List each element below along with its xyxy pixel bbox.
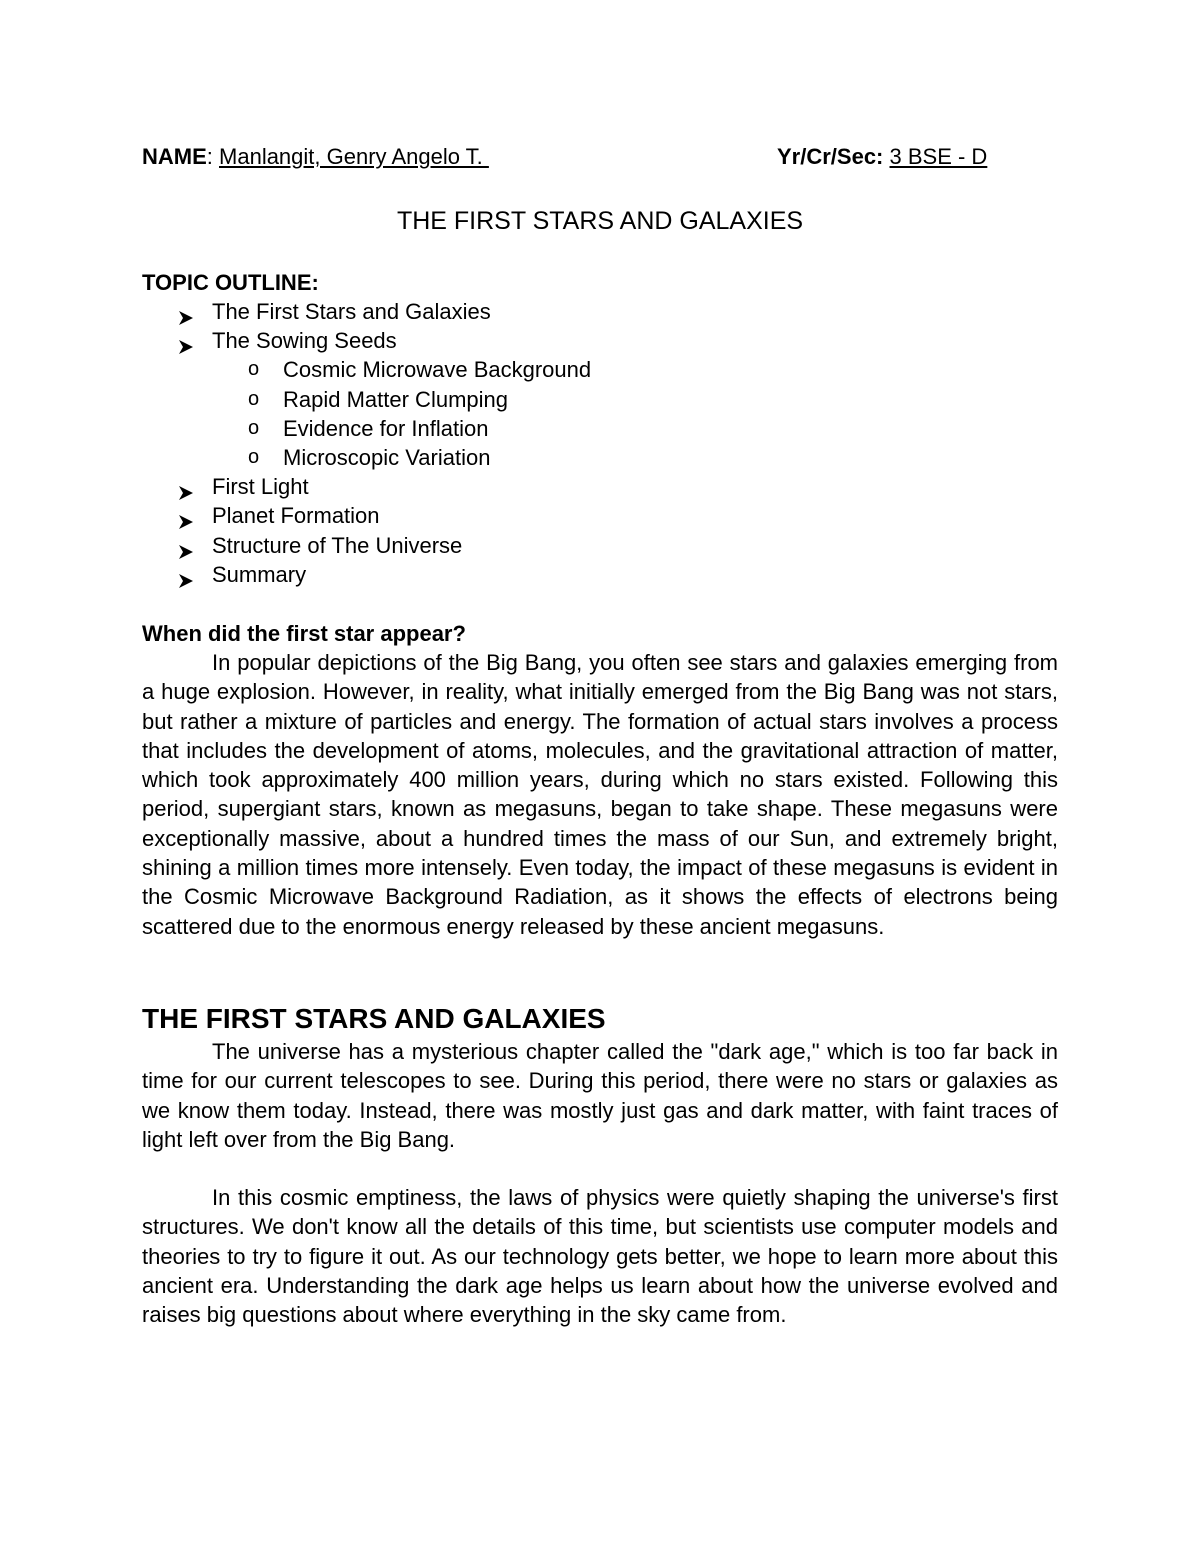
section-value: 3 BSE - D [889, 144, 988, 169]
name-field [142, 142, 489, 172]
outline-item-text: Rapid Matter Clumping [283, 386, 508, 412]
outline-item [142, 414, 1058, 443]
outline-item-text: Cosmic Microwave Background [283, 357, 592, 383]
question-paragraph: In popular depictions of the Big Bang, you often see stars and galaxies emerging from a huge explosion. However, in reality, what initially emerged from the Big Bang was not stars, but rather a mixture of particles and energy. The formation of actual stars involves a process that includes the development of atoms, molecules, and the gravitational attraction of matter, which took approximately 400 million years, during which no stars existed. Following this period, supergiant stars, known as megasuns, began to take shape. These megasuns were exceptionally massive, about a hundred times the mass of our Sun, and extremely bright, shining a million times more intensely. Even today, the impact of these megasuns is evident in the Cosmic Microwave Background Radiation, as it shows the effects of electrons being scattered due to the enormous energy released by these ancient megasuns. [142, 650, 1058, 939]
document-title: THE FIRST STARS AND GALAXIES [396, 207, 804, 235]
outline-item [142, 531, 1058, 560]
outline-item [142, 472, 1058, 501]
circle-bullet-icon: o [248, 416, 260, 439]
circle-bullet-icon: o [248, 445, 260, 468]
arrowhead-bullet-icon [178, 333, 194, 349]
outline-item-text: Evidence for Inflation [283, 415, 489, 441]
section-paragraph-2: In this cosmic emptiness, the laws of physics were quietly shaping the universe's first structures. We don't know all the details of this time, but scientists use computer models and theories to try to figure it out. As our technology gets better, we hope to learn more about this ancient era. Understanding the dark age helps us learn about how the universe evolved and raises big questions about where everything in the sky came from. [142, 1185, 1058, 1328]
student-info-header [142, 142, 1058, 172]
arrowhead-bullet-icon [178, 567, 194, 583]
section-label: Yr/Cr/Sec: [777, 144, 884, 169]
circle-bullet-icon: o [248, 387, 260, 410]
outline-item-text: Microscopic Variation [283, 444, 491, 470]
arrowhead-bullet-icon [178, 479, 194, 495]
section-field [777, 142, 987, 172]
topic-outline-list [142, 297, 1058, 589]
outline-item-text: The First Stars and Galaxies [212, 299, 491, 324]
arrowhead-bullet-icon [178, 538, 194, 554]
outline-item-text: First Light [212, 474, 309, 500]
outline-item-text: Planet Formation [212, 503, 380, 529]
name-value: Manlangit, Genry Angelo T. [219, 144, 489, 169]
question-heading: When did the first star appear? [142, 621, 466, 646]
arrowhead-bullet-icon [178, 508, 194, 524]
topic-outline-heading: TOPIC OUTLINE: [142, 270, 319, 295]
outline-item [142, 443, 1058, 472]
name-separator: : [206, 144, 220, 169]
name-label: NAME [142, 144, 207, 169]
circle-bullet-icon: o [248, 358, 260, 381]
outline-item [142, 326, 1058, 355]
outline-item [142, 385, 1058, 414]
section-heading: THE FIRST STARS AND GALAXIES [142, 1003, 606, 1034]
section-paragraph-1: The universe has a mysterious chapter called the "dark age," which is too far back in time for our current telescopes to see. During this period, there were no stars or galaxies as we know them today. Instead, there was mostly just gas and dark matter, with faint traces of light left over from the Big Bang. [142, 1039, 1058, 1152]
outline-item [142, 297, 1058, 326]
outline-item [142, 355, 1058, 384]
arrowhead-bullet-icon [178, 304, 194, 320]
outline-item [142, 501, 1058, 530]
outline-item [142, 560, 1058, 589]
outline-item-text: Structure of The Universe [212, 532, 463, 558]
outline-item-text: Summary [212, 561, 307, 587]
outline-item-text: The Sowing Seeds [212, 328, 397, 354]
